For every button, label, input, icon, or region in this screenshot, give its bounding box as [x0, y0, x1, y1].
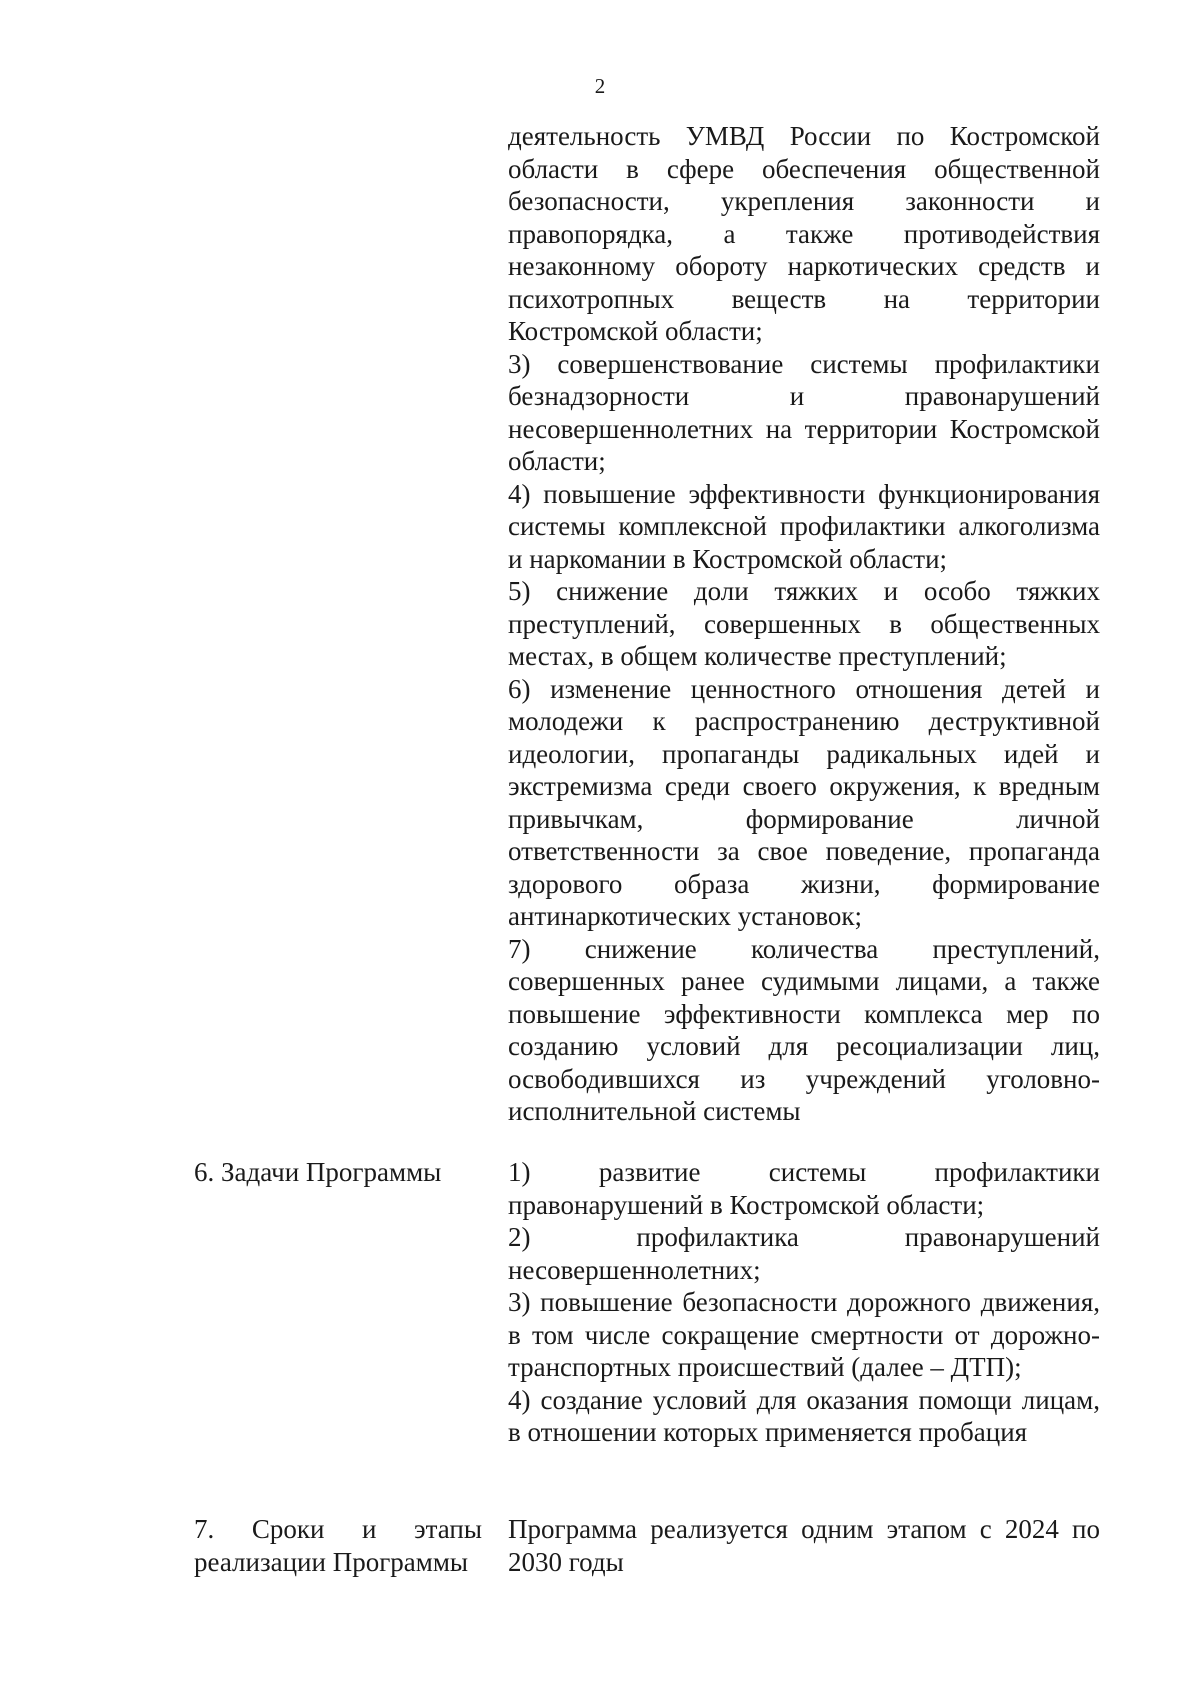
row-content-timeline: [508, 1513, 1100, 1578]
task-paragraph: 1) развитие системы профилактики правонарушений в Костромской области;: [508, 1157, 1100, 1220]
goal-paragraph: 7) снижение количества преступлений, совершенных ранее судимыми лицами, а также повышение эффективности комплекса мер по созданию условий для ресоциализации лиц, освободившихся из учреждений уголовно-исполнительной системы: [508, 933, 1100, 1126]
goal-paragraph: деятельность УМВД России по Костромской области в сфере обеспечения общественной безопасности, укрепления законности и правопорядка, а также противодействия незаконному обороту наркотических средств и психотропных веществ на территории Костромской области;: [508, 121, 1100, 346]
goal-paragraph: 4) повышение эффективности функционирования системы комплексной профилактики алкоголизма и наркомании в Костромской области;: [508, 478, 1100, 574]
task-paragraph: 2) профилактика правонарушений несовершеннолетних;: [508, 1222, 1100, 1285]
task-paragraph: 3) повышение безопасности дорожного движения, в том числе сокращение смертности от дорожно-транспортных происшествий (далее – ДТП);: [508, 1287, 1100, 1382]
timeline-paragraph: Программа реализуется одним этапом с 2024 по 2030 годы: [508, 1514, 1100, 1577]
row-label-tasks: 6. Задачи Программы: [194, 1157, 442, 1187]
row-label-timeline: 7. Сроки и этапы реализации Программы: [194, 1514, 482, 1577]
goals-continuation: [508, 120, 1100, 1128]
goal-paragraph: 6) изменение ценностного отношения детей и молодежи к распространению деструктивной идеологии, пропаганды радикальных идей и экстремизма среди своего окружения, к вредным привычкам, формирование личной ответственности за свое поведение, пропаганда здорового образа жизни, формирование антинаркотических установок;: [508, 673, 1100, 931]
goal-paragraph: 3) совершенствование системы профилактики безнадзорности и правонарушений несовершеннолетних на территории Костромской области;: [508, 348, 1100, 476]
row-content-tasks: [508, 1156, 1100, 1449]
task-paragraph: 4) создание условий для оказания помощи лицам, в отношении которых применяется пробация: [508, 1384, 1100, 1447]
page-number: 2: [594, 74, 606, 98]
goal-paragraph: 5) снижение доли тяжких и особо тяжких преступлений, совершенных в общественных местах, в общем количестве преступлений;: [508, 576, 1100, 671]
